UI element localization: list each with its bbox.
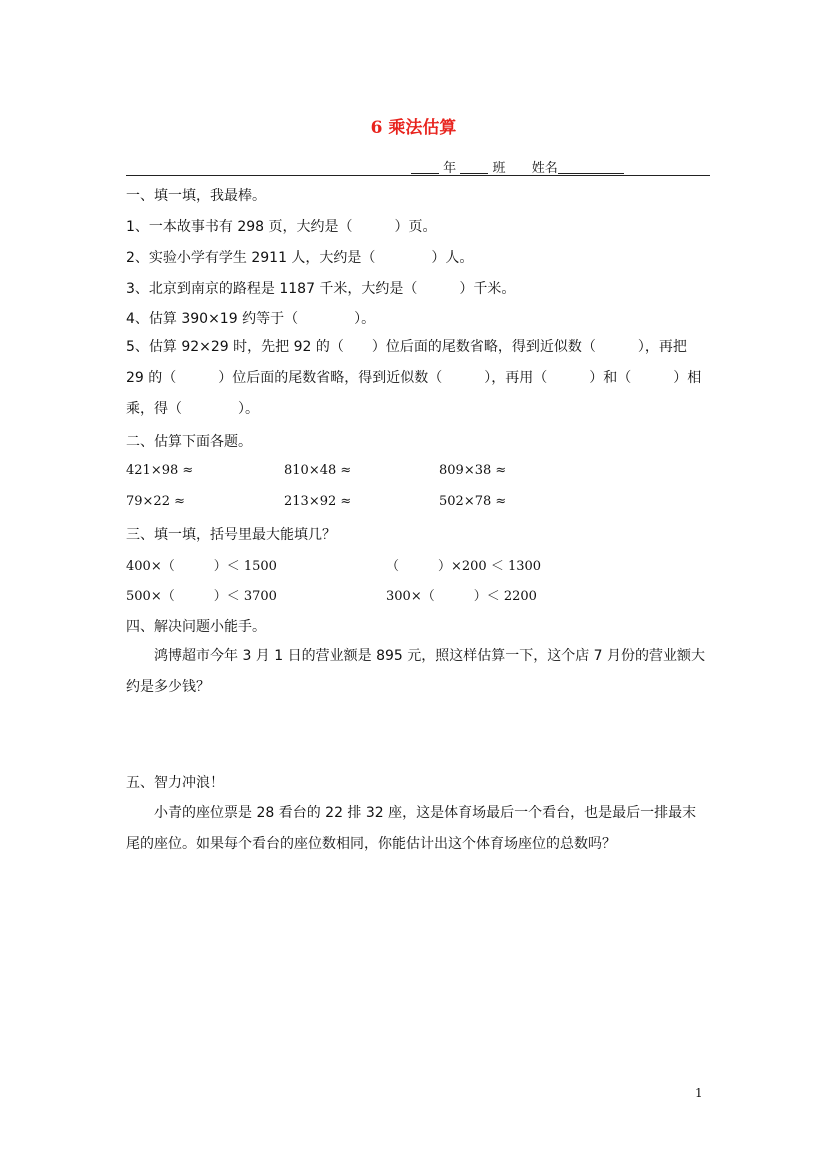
class-blank[interactable]	[460, 160, 488, 174]
estimate-item: 79×22 ≈	[126, 494, 186, 509]
estimate-item: 213×92 ≈	[284, 494, 352, 509]
estimate-item: 502×78 ≈	[439, 494, 507, 509]
section4-heading: 四、解决问题小能手。	[126, 619, 266, 635]
name-blank[interactable]	[558, 160, 624, 174]
inequality-item: （ ）×200 ＜ 1300	[386, 559, 542, 574]
inequality-item: 300×（ ）＜ 2200	[386, 589, 537, 604]
estimate-item: 809×38 ≈	[439, 463, 507, 478]
section3-heading: 三、填一填，括号里最大能填几？	[126, 527, 336, 543]
question-1: 1、一本故事书有 298 页，大约是（ ）页。	[126, 219, 437, 235]
question-5: 5、估算 92×29 时，先把 92 的（ ）位后面的尾数省略，得到近似数（ ），再把 29 的（ ）位后面的尾数省略，得到近似数（ ），再用（ ）和（ ）相乘，得（ ）。	[126, 339, 702, 417]
question-2: 2、实验小学有学生 2911 人，大约是（ ）人。	[126, 250, 474, 266]
section5-heading: 五、智力冲浪！	[126, 775, 224, 791]
problem-5-text: 小青的座位票是 28 看台的 22 排 32 座，这是体育场最后一个看台，也是最后一排最末尾的座位。如果每个看台的座位数相同，你能估计出这个体育场座位的总数吗？	[126, 805, 697, 852]
class-label: 班	[492, 161, 506, 176]
grade-blank[interactable]	[411, 160, 439, 174]
inequality-item: 400×（ ）＜ 1500	[126, 559, 277, 574]
estimate-item: 810×48 ≈	[284, 463, 352, 478]
name-label: 姓名	[531, 161, 558, 176]
problem-4-text: 鸿博超市今年 3 月 1 日的营业额是 895 元，照这样估算一下，这个店 7 月份的营业额大约是多少钱？	[126, 648, 706, 695]
question-4: 4、估算 390×19 约等于（ ）。	[126, 311, 376, 327]
page-title: 6 乘法估算	[370, 118, 457, 138]
student-info-line	[411, 157, 624, 176]
inequality-item: 500×（ ）＜ 3700	[126, 589, 277, 604]
page-number: 1	[695, 1086, 703, 1100]
section2-heading: 二、估算下面各题。	[126, 434, 252, 450]
header-divider	[126, 175, 710, 176]
grade-label: 年	[443, 161, 457, 176]
section1-heading: 一、填一填，我最棒。	[126, 188, 266, 204]
estimate-item: 421×98 ≈	[126, 463, 194, 478]
question-3: 3、北京到南京的路程是 1187 千米，大约是（ ）千米。	[126, 281, 516, 297]
